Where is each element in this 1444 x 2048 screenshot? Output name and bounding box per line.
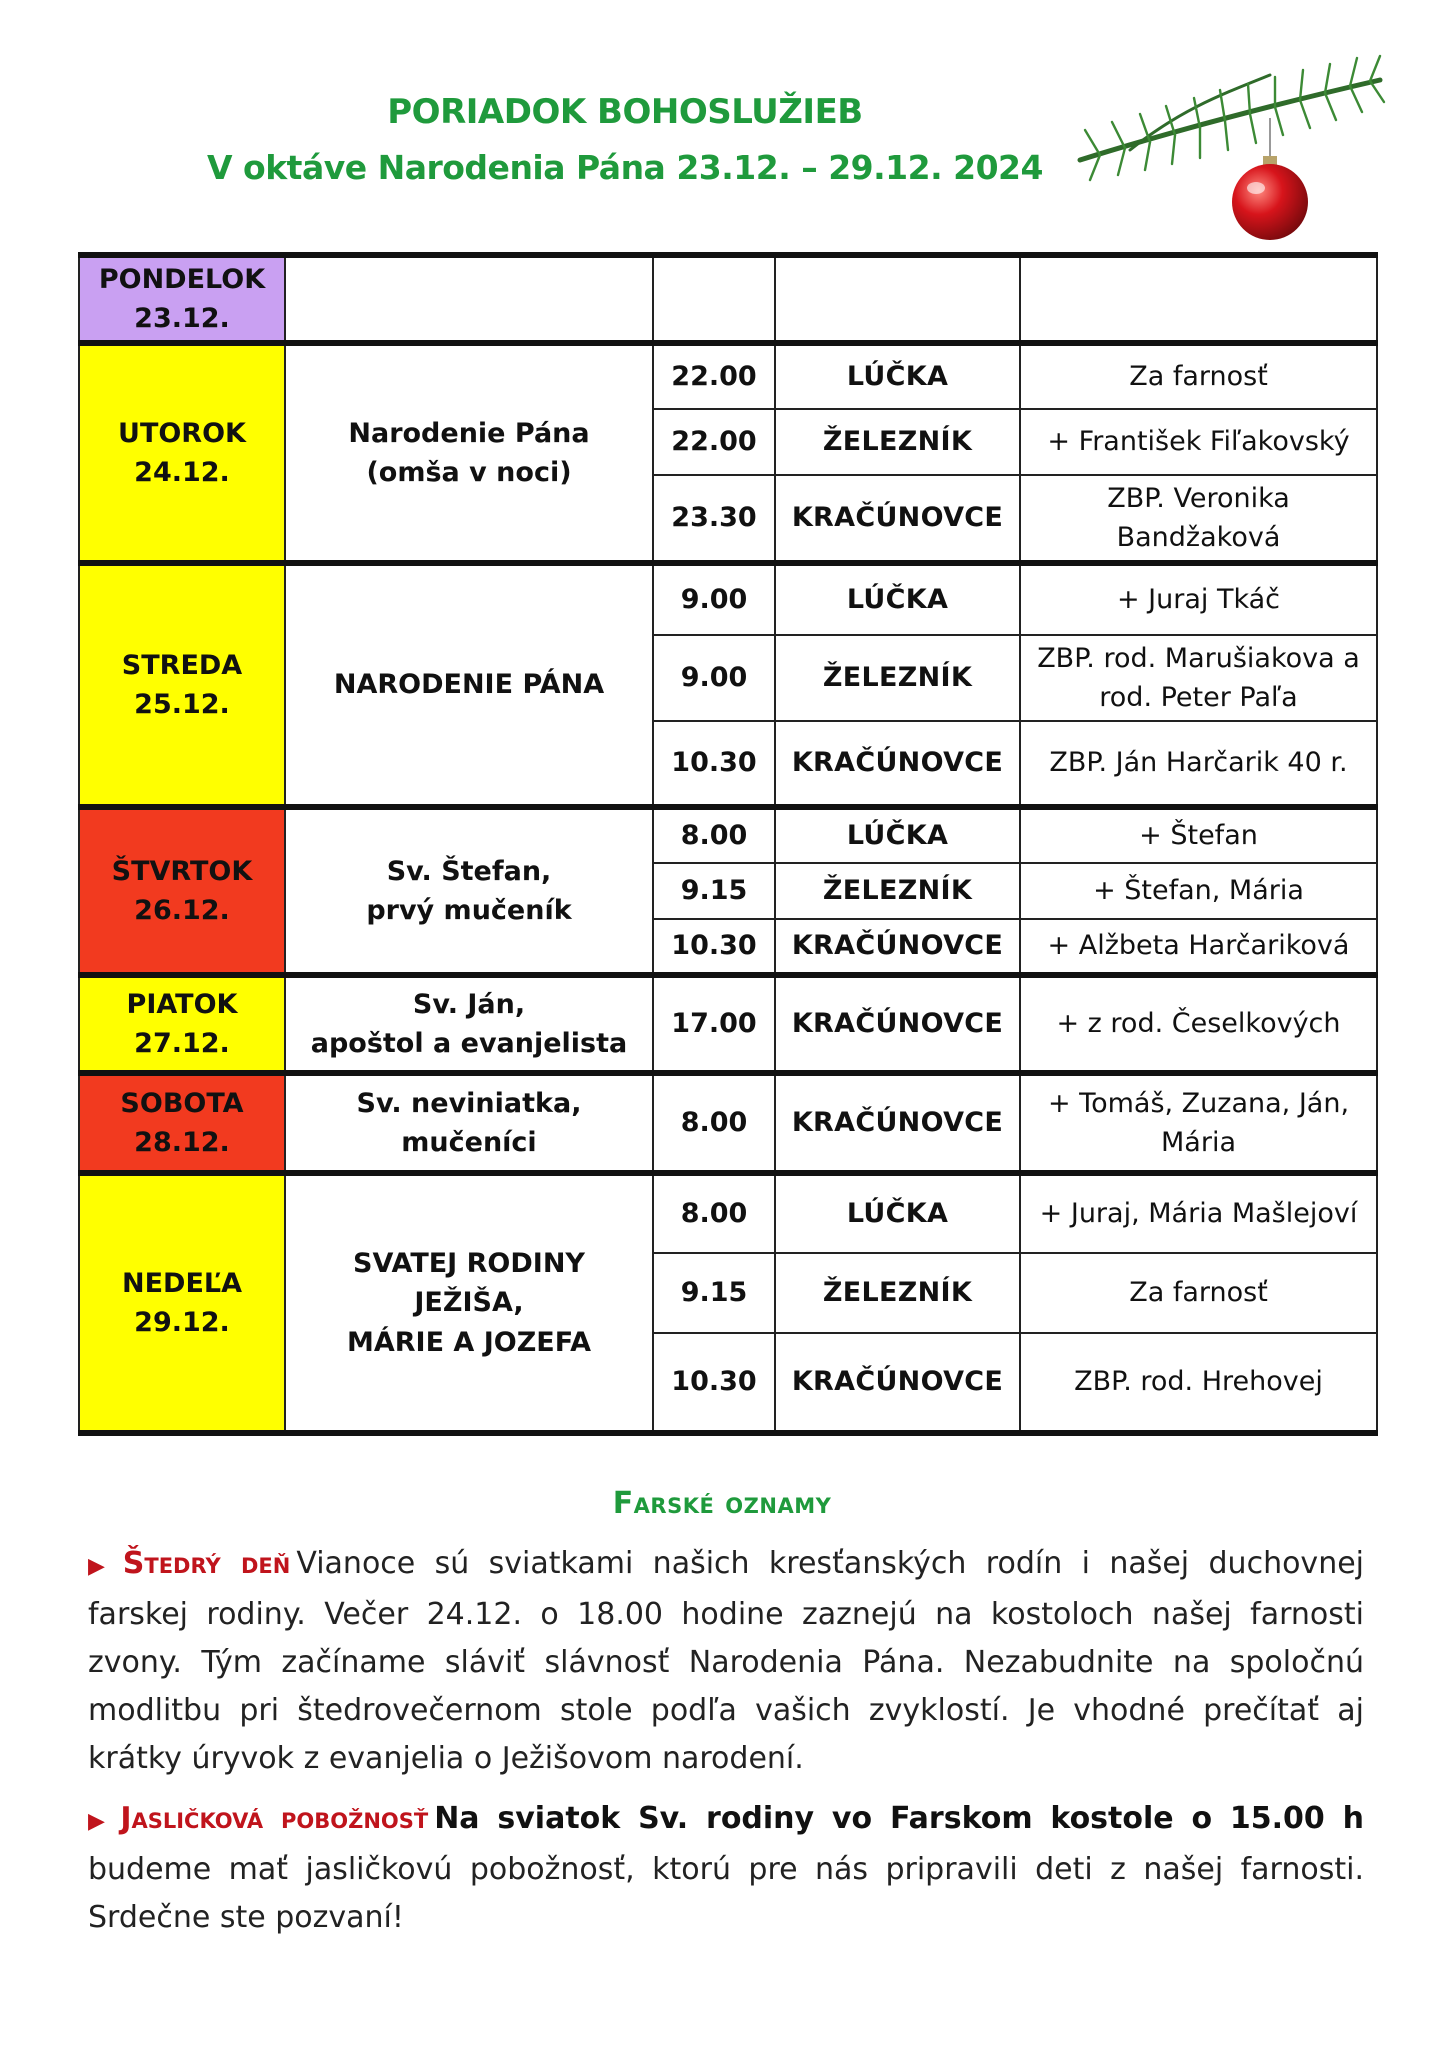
mass-time: 9.00 (653, 563, 775, 635)
mass-intention (1020, 255, 1377, 343)
feast-line: Sv. Štefan, (386, 855, 552, 887)
feast-line: NARODENIE PÁNA (333, 669, 605, 701)
day-name: STREDA (121, 649, 243, 681)
day-date: 23.12. (134, 303, 230, 334)
mass-intention: + Štefan (1020, 807, 1377, 863)
mass-intention: + Tomáš, Zuzana, Ján, Mária (1020, 1073, 1377, 1173)
mass-time: 22.00 (653, 409, 775, 475)
feast-cell (285, 1173, 653, 1433)
mass-time: 23.30 (653, 475, 775, 563)
mass-time: 22.00 (653, 343, 775, 409)
mass-place: LÚČKA (775, 1173, 1020, 1253)
mass-place: KRAČÚNOVCE (775, 721, 1020, 807)
day-name: PONDELOK (98, 263, 266, 295)
mass-schedule-table (78, 252, 1378, 1436)
mass-time: 17.00 (653, 975, 775, 1073)
feast-line: apoštol a evanjelista (310, 1028, 628, 1059)
mass-place: LÚČKA (775, 807, 1020, 863)
mass-place: KRAČÚNOVCE (775, 475, 1020, 563)
mass-time (653, 255, 775, 343)
feast-line: Narodenie Pána (348, 417, 590, 449)
mass-schedule-body (79, 255, 1377, 1433)
mass-place: LÚČKA (775, 563, 1020, 635)
triangle-bullet-icon: ▶ (88, 1554, 115, 1579)
day-date: 25.12. (134, 689, 230, 720)
feast-line: Sv. neviniatka, (356, 1087, 582, 1119)
mass-intention: ZBP. Ján Harčarik 40 r. (1020, 721, 1377, 807)
feast-line: mučeníci (401, 1127, 537, 1158)
announcement-bold-text: Na sviatok Sv. rodiny vo Farskom kostole o 15.00 h (434, 1801, 1364, 1836)
day-name: SOBOTA (120, 1087, 244, 1119)
mass-place: ŽELEZNÍK (775, 1253, 1020, 1333)
day-name: UTOROK (118, 417, 246, 449)
day-date: 27.12. (134, 1028, 230, 1059)
announcement-lead: Štedrý deň (122, 1546, 291, 1581)
announcement-text: Vianoce sú sviatkami našich kresťanských rodín i našej duchovnej farskej rodiny. Večer 24.12. o 18.00 hodine zaznejú na kostoloch našej farnosti zvony. Tým začíname sláviť slávnosť Narodenia Pána. Nezabudnite na spoločnú modlitbu pri štedrovečernom stole podľa vašich zvyklostí. Je vhodné prečítať aj krátky úryvok z evanjelia o Ježišovom narodení. (88, 1546, 1364, 1776)
mass-time: 9.00 (653, 635, 775, 721)
feast-cell (285, 975, 653, 1073)
mass-intention: + František Fiľakovský (1020, 409, 1377, 475)
day-cell (79, 343, 285, 563)
day-name: NEDEĽA (122, 1267, 242, 1299)
mass-time: 9.15 (653, 863, 775, 919)
table-row (79, 975, 1377, 1073)
table-row (79, 807, 1377, 863)
day-name: PIATOK (126, 988, 238, 1020)
mass-time: 10.30 (653, 721, 775, 807)
table-row (79, 1073, 1377, 1173)
day-date: 24.12. (134, 457, 230, 488)
day-date: 28.12. (134, 1127, 230, 1158)
mass-place: ŽELEZNÍK (775, 409, 1020, 475)
day-cell (79, 255, 285, 343)
table-row (79, 1173, 1377, 1253)
triangle-bullet-icon: ▶ (88, 1809, 113, 1834)
announcement-nativity-devotion (88, 1795, 1364, 1942)
day-cell (79, 1173, 285, 1433)
mass-time: 8.00 (653, 1173, 775, 1253)
day-cell (79, 563, 285, 807)
feast-line: SVATEJ RODINY (353, 1248, 585, 1280)
mass-intention: + Juraj, Mária Mašlejoví (1020, 1173, 1377, 1253)
feast-cell (285, 343, 653, 563)
feast-cell (285, 807, 653, 975)
mass-intention: + z rod. Česelkových (1020, 975, 1377, 1073)
mass-place: ŽELEZNÍK (775, 863, 1020, 919)
day-date: 29.12. (134, 1307, 230, 1338)
fir-branch-ornament-icon (1070, 40, 1390, 255)
day-cell (79, 975, 285, 1073)
mass-intention: ZBP. Veronika Bandžaková (1020, 475, 1377, 563)
announcement-lead: Jasličková pobožnosť (120, 1801, 429, 1836)
mass-place: KRAČÚNOVCE (775, 1073, 1020, 1173)
feast-line: JEŽIŠA, (414, 1287, 524, 1319)
table-row (79, 563, 1377, 635)
feast-cell (285, 563, 653, 807)
mass-intention: ZBP. rod. Marušiakova a rod. Peter Paľa (1020, 635, 1377, 721)
mass-place: KRAČÚNOVCE (775, 975, 1020, 1073)
mass-place: KRAČÚNOVCE (775, 1333, 1020, 1433)
mass-place: ŽELEZNÍK (775, 635, 1020, 721)
announcement-christmas-eve (88, 1540, 1364, 1783)
mass-intention: + Štefan, Mária (1020, 863, 1377, 919)
announcement-text: budeme mať jasličkovú pobožnosť, ktorú pre nás pripravili deti z našej farnosti. Srdečne ste pozvaní! (88, 1852, 1364, 1935)
mass-time: 8.00 (653, 807, 775, 863)
page-title: PORIADOK BOHOSLUŽIEB (387, 92, 863, 132)
feast-line: Sv. Ján, (412, 988, 526, 1020)
table-row (79, 255, 1377, 343)
feast-line: prvý mučeník (366, 895, 572, 926)
mass-intention: ZBP. rod. Hrehovej (1020, 1333, 1377, 1433)
feast-cell (285, 255, 653, 343)
mass-intention: Za farnosť (1020, 343, 1377, 409)
day-date: 26.12. (134, 895, 230, 926)
day-name: ŠTVRTOK (111, 855, 253, 887)
mass-intention: + Alžbeta Harčariková (1020, 919, 1377, 975)
day-cell (79, 807, 285, 975)
mass-time: 10.30 (653, 1333, 775, 1433)
mass-place: KRAČÚNOVCE (775, 919, 1020, 975)
mass-intention: Za farnosť (1020, 1253, 1377, 1333)
mass-time: 9.15 (653, 1253, 775, 1333)
page-subtitle: V oktáve Narodenia Pána 23.12. – 29.12. 2024 (207, 148, 1043, 187)
table-row (79, 343, 1377, 409)
feast-cell (285, 1073, 653, 1173)
feast-line: MÁRIE A JOZEFA (346, 1326, 591, 1358)
feast-line: (omša v noci) (366, 457, 572, 488)
mass-time: 10.30 (653, 919, 775, 975)
mass-intention: + Juraj Tkáč (1020, 563, 1377, 635)
day-cell (79, 1073, 285, 1173)
mass-time: 8.00 (653, 1073, 775, 1173)
mass-place: LÚČKA (775, 343, 1020, 409)
announcements-title: Farské oznamy (612, 1486, 832, 1521)
mass-place (775, 255, 1020, 343)
